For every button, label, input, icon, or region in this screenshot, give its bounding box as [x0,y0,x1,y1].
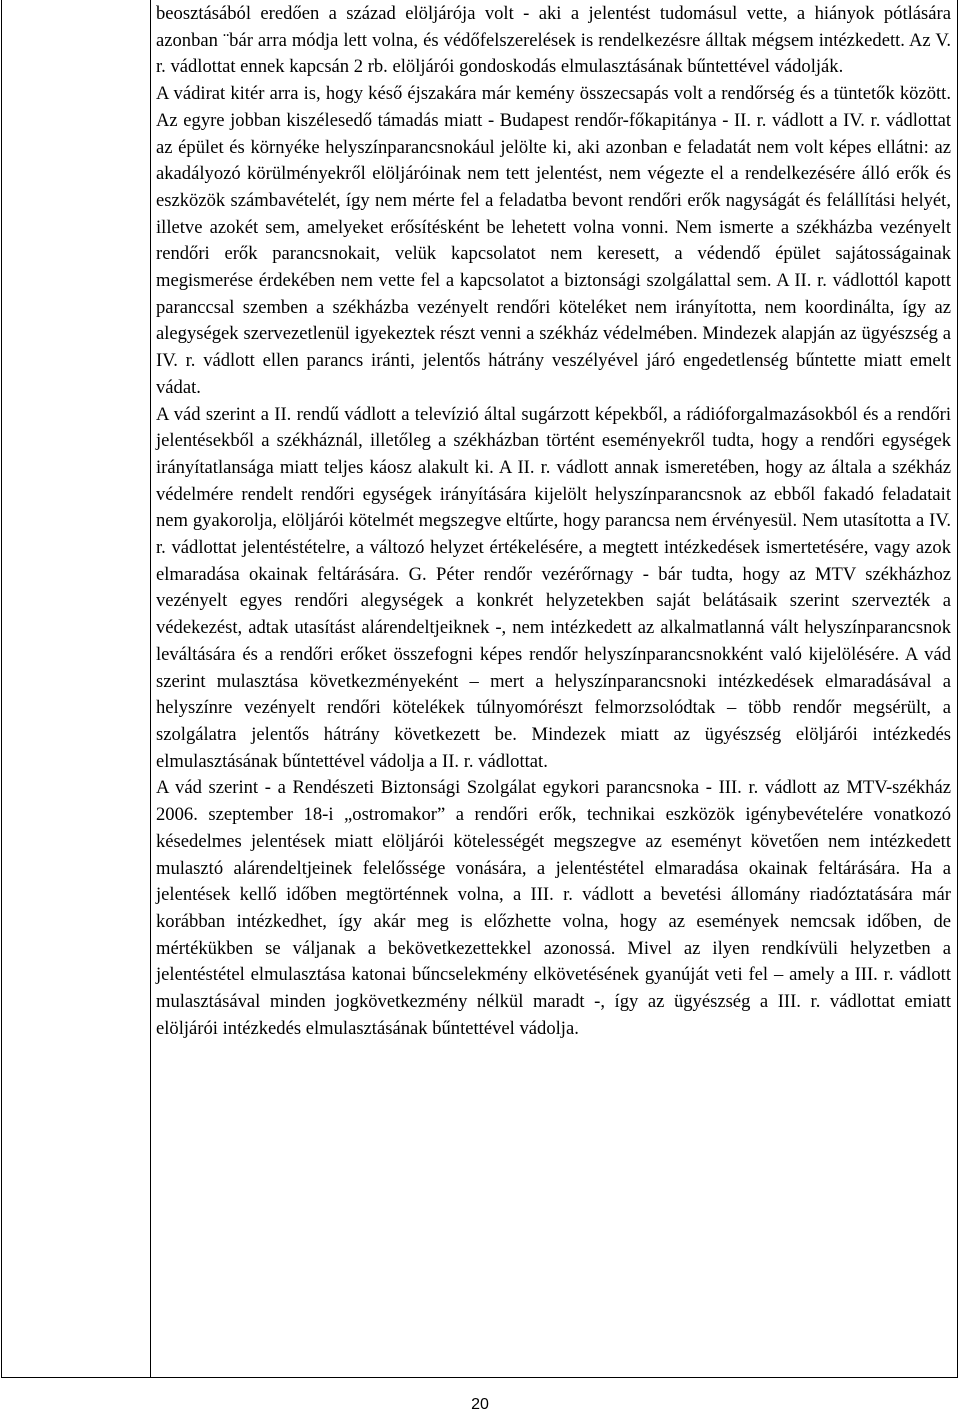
column-divider [150,0,151,1377]
paragraph: A vád szerint a II. rendű vádlott a televízió által sugárzott képekből, a rádióforgalmazásokból és a rendőri jelentésekből a székháznál, illetőleg a székházban történt eseményekről tudta, hogy a rendőri egységek irányítatlansága miatt teljes káosz alakult ki. A II. r. vádlott annak ismeretében, hogy az általa a székház védelmére rendelt rendőri egységek irányítására kijelölt helyszínparancsnok az ebből fakadó feladatait nem gyakorolja, elöljárói kötelmét megszegve eltűrte, hogy parancsa nem érvényesül. Nem utasította a IV. r. vádlottat jelentéstételre, a változó helyzet értékelésére, a megtett intézkedések ismertetésére, vagy azok elmaradása okainak feltárására. G. Péter rendőr vezérőrnagy - bár tudta, hogy az MTV székházhoz vezényelt egyes rendőri alegységek a konkrét helyzetekben saját belátásaik szerint szervezték a védekezést, adtak utasítást alárendeltjeiknek -, nem intézkedett az alkalmatlanná vált helyszínparancsnok leváltására és a rendőri erőket összefogni képes rendőr helyszínparancsnokként való kijelölésére. A vád szerint mulasztása következményeként – mert a helyszínparancsnoki intézkedések elmaradásával a helyszínre vezényelt rendőri kötelékek túlnyomórészt felmorzsolódtak – több rendőr megsérült, a szolgálatra jelentős hátrány következett be. Mindezek miatt az ügyészség elöljárói intézkedés elmulasztásának bűntettével vádolja a II. r. vádlottat. [156,403,951,772]
paragraph: A vád szerint - a Rendészeti Biztonsági Szolgálat egykori parancsnoka - III. r. vádlott az MTV-székház 2006. szeptember 18-i „ostromakor” a rendőri erők, technikai eszközök igénybevételére vonatkozó késedelmes jelentések miatt elöljárói kötelességét megszegve az eseményt követően nem intézkedett mulasztó alárendeltjeinek felelőssége vonására, a jelentéstétel elmaradása okainak feltárására. Ha a jelentések kellő időben megtörténnek volna, a III. r. vádlott a bevetési állomány riadóztatására már korábban intézkedhet, így akár meg is előzhette volna, hogy az események nemcsak időben, de mértékükben se váljanak a bekövetkezettekkel azonossá. Mivel az ilyen rendkívüli helyzetben a jelentéstétel elmulasztása katonai bűncselekmény elkövetésének gyanúját veti fel – amely a III. r. vádlott mulasztásával minden jogkövetkezmény nélkül maradt -, így az ügyészség a III. r. vádlottat emiatt elöljárói intézkedés elmulasztásának bűntettével vádolja. [156,777,951,1039]
text-column [156,1,951,1042]
paragraph: beosztásából eredően a század elöljárója volt - aki a jelentést tudomásul vette, a hiányok pótlására azonban ¨bár arra módja lett volna, és védőfelszerelések is rendelkezésre álltak mégsem intézkedett. Az V. r. vádlottat ennek kapcsán 2 rb. elöljárói gondoskodás elmulasztásának bűntettével vádolják. [156,3,951,78]
page-number: 20 [471,1396,489,1413]
paragraph: A vádirat kitér arra is, hogy késő éjszakára már kemény összecsapás volt a rendőrség és a tüntetők között. Az egyre jobban kiszélesedő támadás miatt - Budapest rendőr-főkapitánya - II. r. vádlott a IV. r. vádlottat az épület és környéke helyszínparancsnokául jelölte ki, aki azonban e feladatát nem volt képes ellátni: az akadályozó körülményekről elöljáróinak nem tett jelentést, nem végezte el a rendelkezésére álló erők és eszközök számbavételét, így nem mérte fel a feladatba bevont rendőri erők nagyságát és felállítási helyét, illetve azokét sem, amelyeket erősítésként be lehetett volna vonni. Nem ismerte a székházba vezényelt rendőri erők parancsnokait, velük kapcsolatot nem keresett, a védendő épület sajátosságainak megismerése érdekében nem vette fel a kapcsolatot a biztonsági szolgálattal sem. A II. r. vádlottól kapott paranccsal szemben a székházba vezényelt rendőri köteléket nem irányította, nem koordinálta, így az alegységek szervezetlenül igyekeztek részt venni a székház védelmében. Mindezek alapján az ügyészség a IV. r. vádlott ellen parancs iránti, jelentős hátrány veszélyével járó engedetlenség bűntette miatt emelt vádat. [156,83,951,398]
